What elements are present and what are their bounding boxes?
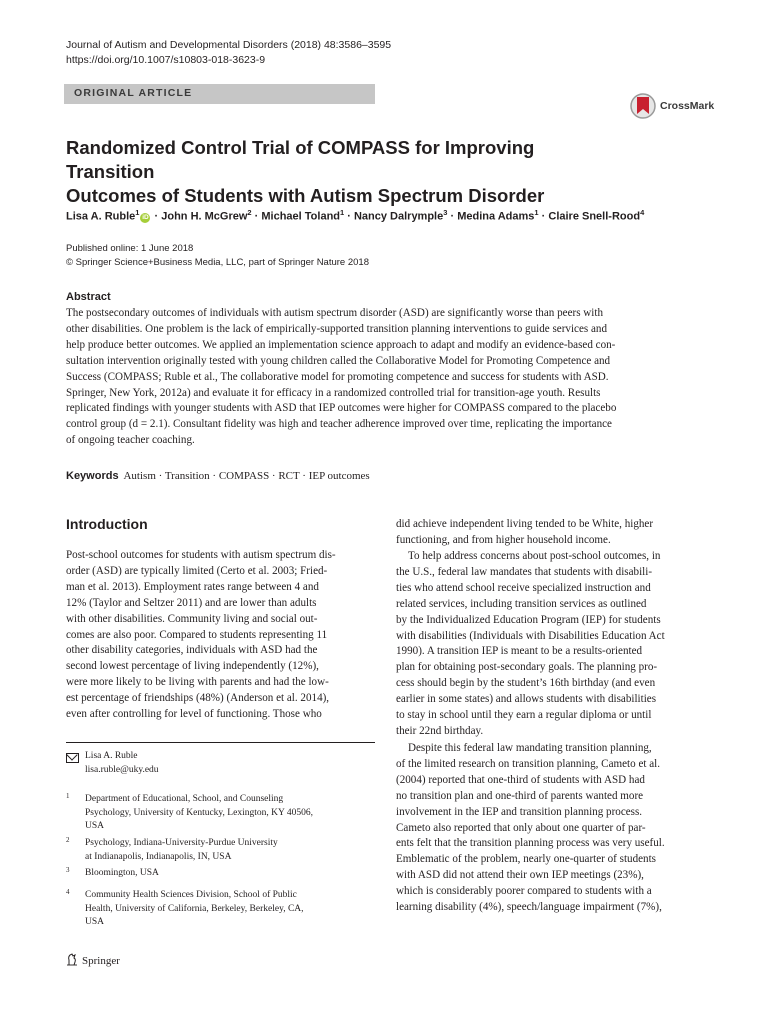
body-line: Post-school outcomes for students with autism spectrum dis- — [66, 549, 336, 561]
corresponding-name: Lisa A. Ruble — [85, 751, 138, 761]
body-line: comes are also poor. Compared to students representing 11 — [66, 628, 328, 641]
affiliation-line: Health, University of California, Berkeley, Berkeley, CA, — [85, 903, 304, 914]
affiliation-line: Community Health Sciences Division, School of Public — [85, 890, 297, 900]
affiliation-line: Department of Educational, School, and Counseling — [85, 794, 284, 804]
body-line: Cameto also reported that only about one quarter of par- — [396, 821, 646, 834]
author-name[interactable]: Nancy Dalrymple — [353, 210, 444, 223]
author-list: Lisa A. Ruble$^1$iD · John H. McGrew$^2$ · Michael Toland$^1$ · Nancy Dalrymple$^3$ · Medina Adams$^1$ · Claire Snell-Rood$^4$ — [66, 208, 645, 223]
affiliation-line: Psychology, University of Kentucky, Lexington, KY 40506, — [85, 807, 313, 818]
body-line: the U.S., federal law mandates that students with disabili- — [396, 565, 653, 578]
affiliation-number: 2 — [66, 836, 70, 844]
right-column-paragraph — [396, 517, 705, 549]
body-line: which is considerably poorer compared to students with a — [396, 885, 652, 898]
corresponding-email[interactable]: lisa.ruble@uky.edu — [85, 764, 159, 775]
author-name[interactable]: Claire Snell-Rood — [548, 210, 641, 223]
author-affiliation: 4 — [640, 208, 645, 217]
introduction-heading: Introduction — [66, 516, 148, 532]
affiliation-number: 3 — [66, 866, 70, 874]
abstract-line: replicated findings with younger students with ASD that IEP outcomes were higher for COMPASS compared to the placebo — [66, 402, 617, 415]
affiliation — [85, 793, 313, 834]
article-type-bar — [64, 84, 375, 104]
affiliation-line: at Indianapolis, Indianapolis, IN, USA — [85, 851, 232, 862]
keywords-list: Autism · Transition · COMPASS · RCT · IEP outcomes — [123, 470, 370, 482]
body-line: by the Individualized Education Program (IEP) for students — [396, 613, 661, 626]
affiliation-line: USA — [85, 821, 105, 832]
crossmark-badge[interactable] — [630, 92, 742, 120]
body-line: ties who attend school receive specialized instruction and — [396, 581, 651, 594]
abstract-line: The postsecondary outcomes of individuals with autism spectrum disorder (ASD) are significantly worse than peers with — [66, 307, 604, 319]
author-affiliation: 1 — [340, 208, 345, 217]
author-name[interactable]: Lisa A. Ruble — [66, 210, 136, 223]
crossmark-label: CrossMark — [660, 100, 715, 112]
keywords-label: Keywords — [66, 470, 119, 482]
affiliation-number: 4 — [66, 888, 70, 896]
publisher-name: Springer — [82, 955, 120, 967]
title-line: Outcomes of Students with Autism Spectrum Disorder — [66, 185, 545, 206]
affiliation-line: Bloomington, USA — [85, 868, 159, 878]
body-line: earlier in some states) and allows students with disabilities — [396, 693, 657, 706]
affiliation-number: 1 — [66, 792, 70, 800]
body-line: related services, including transition services as outlined — [396, 597, 647, 610]
envelope-icon — [66, 753, 79, 763]
article-title — [66, 136, 626, 208]
affiliation — [85, 867, 159, 881]
body-line: (2004) reported that one-third of students with ASD had — [396, 773, 645, 786]
body-line: man et al. 2013). Employment rates range between 4 and — [66, 580, 319, 593]
body-line: order (ASD) are typically limited (Certo et al. 2003; Fried- — [66, 564, 328, 577]
body-line: no transition plan and one-third of parents wanted more — [396, 789, 644, 802]
body-line: other disability categories, individuals with ASD had the — [66, 644, 318, 657]
body-line: Despite this federal law mandating transition planning, — [408, 742, 652, 754]
author-name[interactable]: John H. McGrew — [161, 210, 248, 223]
body-line: est percentage of friendships (48%) (Anderson et al. 2014), — [66, 692, 330, 705]
body-line: plan for obtaining post-secondary goals. The planning pro- — [396, 661, 658, 674]
affiliation — [85, 837, 278, 864]
body-line: with disabilities (Individuals with Disabilities Education Act — [396, 629, 665, 642]
body-line: learning disability (4%), speech/language impairment (7%), — [396, 901, 662, 914]
article-type-label: ORIGINAL ARTICLE — [74, 87, 193, 99]
affiliation-line: Psychology, Indiana-University-Purdue University — [85, 838, 278, 848]
publication-info — [66, 242, 369, 270]
body-line: second lowest percentage of living independently (12%), — [66, 660, 319, 673]
body-line: to stay in school until they earn a regular diploma or until — [396, 709, 652, 722]
author-affiliation: 1 — [135, 208, 140, 217]
crossmark-icon — [630, 92, 656, 120]
body-line: of the limited research on transition planning, Cameto et al. — [396, 757, 661, 770]
abstract-body — [66, 306, 706, 449]
title-line: Randomized Control Trial of COMPASS for Improving Transition — [66, 137, 535, 182]
copyright-notice: © Springer Science+Business Media, LLC, part of Springer Nature 2018 — [66, 257, 369, 268]
affiliation — [85, 889, 304, 930]
body-line: with other disabilities. Community living and social out- — [66, 612, 318, 625]
left-column-text — [66, 548, 375, 723]
author-affiliation: 3 — [443, 208, 448, 217]
orcid-icon[interactable]: iD — [142, 213, 149, 221]
keywords — [66, 469, 370, 484]
abstract-heading: Abstract — [66, 291, 111, 303]
author-affiliation: 2 — [247, 208, 252, 217]
abstract-line: sultation intervention originally tested with young children called the Collaborative Model for Promoting Competence and — [66, 354, 611, 367]
springer-logo — [66, 953, 120, 967]
body-line: cess should begin by the student’s 16th birthday (and even — [396, 677, 656, 690]
footnote-divider — [66, 742, 375, 743]
body-line: Emblematic of the problem, nearly one-quarter of students — [396, 853, 656, 866]
body-line: ents felt that the transition planning process was very useful. — [396, 837, 665, 850]
body-line: did achieve independent living tended to be White, higher — [396, 518, 654, 530]
body-line: 12% (Taylor and Seltzer 2011) and are lower than adults — [66, 596, 317, 609]
springer-horse-icon — [66, 953, 78, 966]
abstract-line: other disabilities. One problem is the lack of empirically-supported transition planning interventions to guide services and — [66, 322, 607, 335]
body-line: To help address concerns about post-school outcomes, in — [408, 550, 661, 562]
body-line: their 22nd birthday. — [396, 724, 484, 737]
doi-link[interactable]: https://doi.org/10.1007/s10803-018-3623-9 — [66, 54, 266, 66]
abstract-line: Success (COMPASS; Ruble et al., The collaborative model for promoting competence and success for students with ASD. — [66, 370, 609, 383]
body-line: were more likely to be living with parents and had the low- — [66, 676, 329, 689]
published-date: Published online: 1 June 2018 — [66, 243, 194, 254]
author-name[interactable]: Medina Adams — [457, 210, 535, 223]
journal-citation: Journal of Autism and Developmental Disorders (2018) 48:3586–3595 — [66, 39, 392, 51]
right-column-paragraph — [396, 549, 705, 740]
abstract-line: Springer, New York, 2012a) and evaluate it for efficacy in a randomized controlled trial for transition-age youth. Results — [66, 386, 601, 399]
corresponding-author — [85, 750, 159, 777]
abstract-line: help produce better outcomes. We applied an implementation science approach to adapt and modify an evidence-based con- — [66, 338, 616, 351]
body-line: involvement in the IEP and transition planning process. — [396, 805, 643, 818]
abstract-line: control group (d = 2.1). Consultant fidelity was high and teacher adherence improved over time, replicating the importance — [66, 418, 612, 431]
body-line: even after controlling for level of functioning. Those who — [66, 708, 322, 721]
author-affiliation: 1 — [534, 208, 539, 217]
body-line: with ASD did not attend their own IEP meetings (23%), — [396, 869, 644, 882]
author-name[interactable]: Michael Toland — [261, 210, 341, 223]
right-column-paragraph — [396, 741, 705, 916]
abstract-line: of ongoing teacher coaching. — [66, 434, 195, 447]
body-line: functioning, and from higher household income. — [396, 533, 611, 546]
body-line: 1990). A transition IEP is meant to be a results-oriented — [396, 645, 643, 658]
affiliation-line: USA — [85, 917, 105, 928]
